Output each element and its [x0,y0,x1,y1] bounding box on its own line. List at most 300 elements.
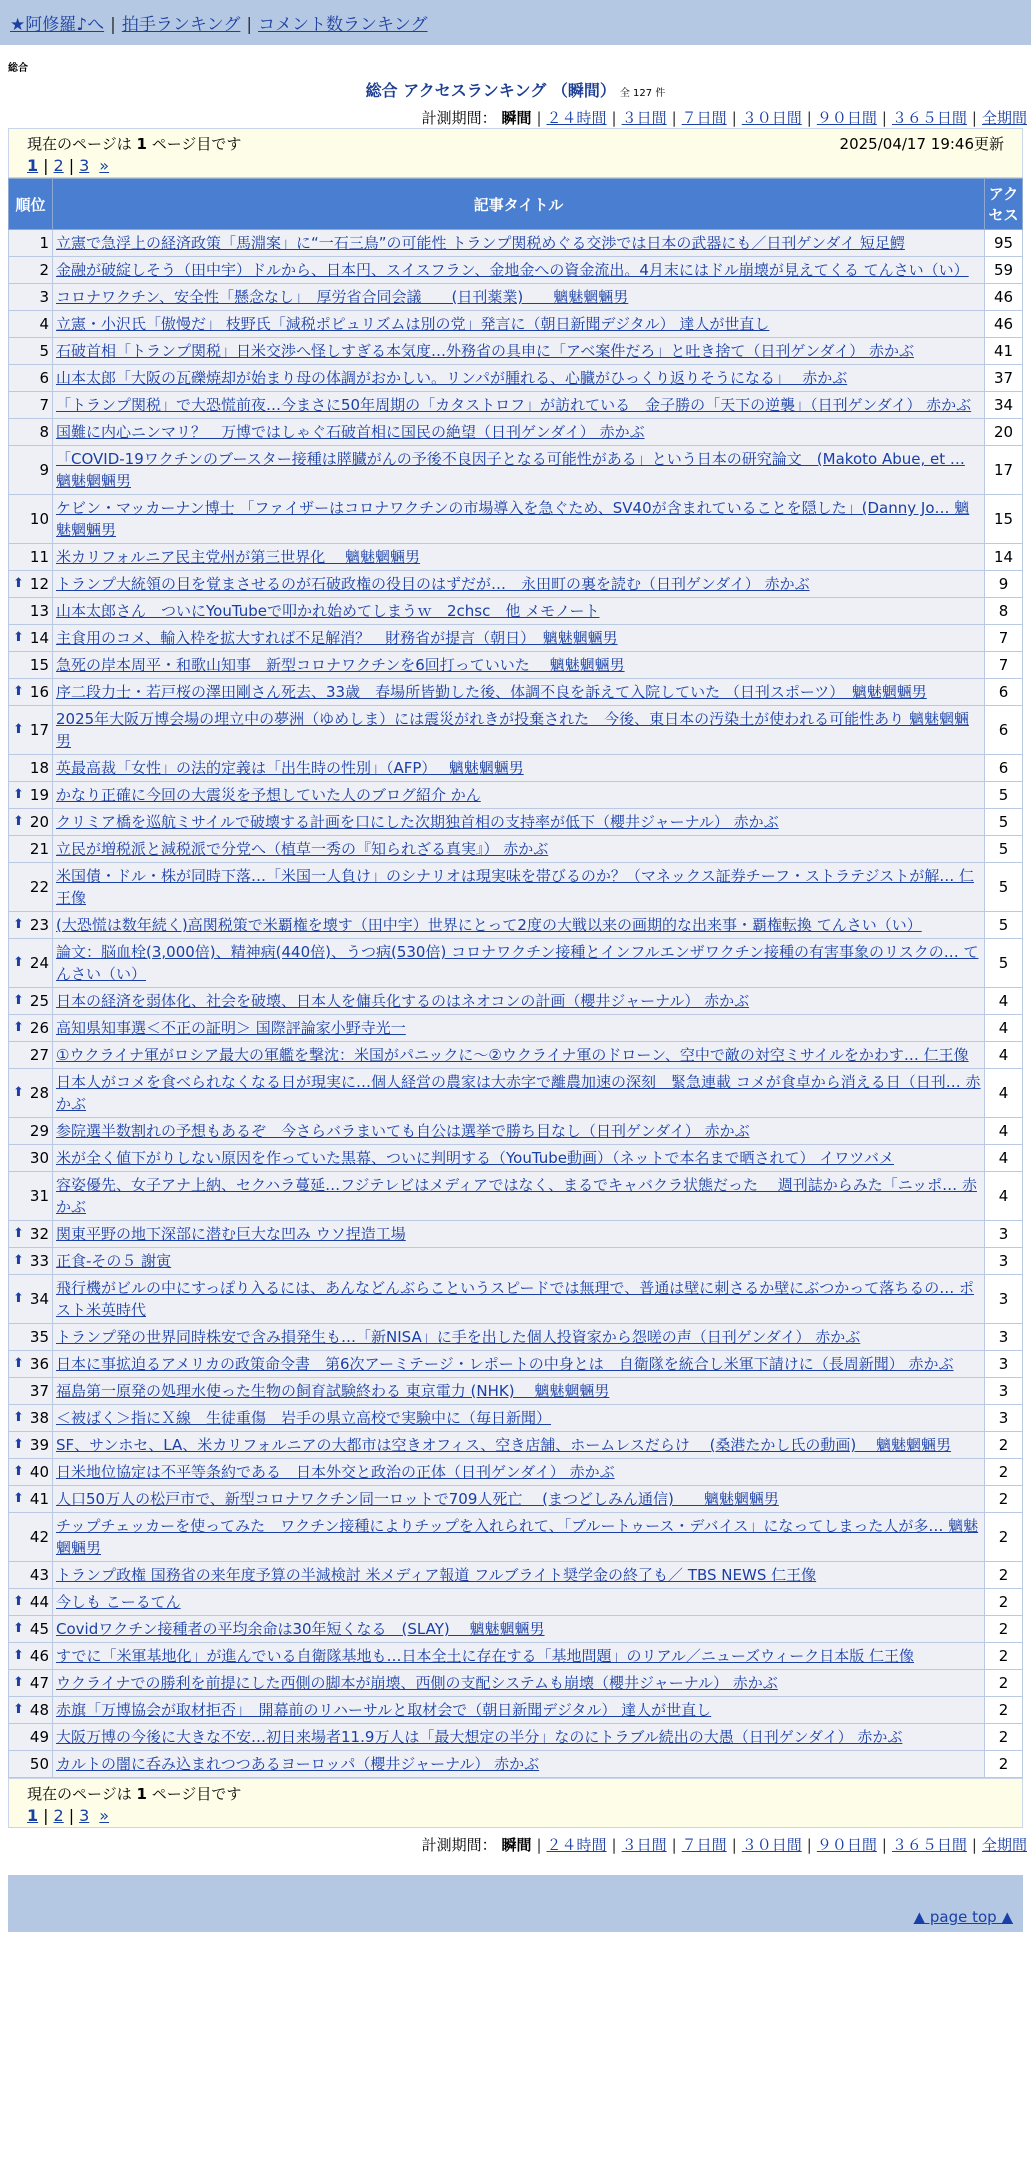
article-link[interactable]: ウクライナでの勝利を前提にした西側の脚本が崩壊、西側の支配システムも崩壊（櫻井ジャーナル） 赤かぶ [56,1674,778,1692]
table-row [9,1248,1023,1275]
title-cell [53,1643,985,1670]
up-arrow-icon: ⬆ [13,1464,24,1479]
table-row [9,1221,1023,1248]
article-link[interactable]: チップチェッカーを使ってみた ワクチン接種によりチップを入れられて、「ブルートゥース・デバイス」になってしまった人が多… 魑魅魍魎男 [56,1517,979,1557]
table-row [9,495,1023,544]
table-row [9,679,1023,706]
home-link[interactable]: ★阿修羅♪へ [10,15,105,35]
period-all[interactable]: 全期間 [981,1836,1027,1854]
access-count: 2 [985,1432,1023,1459]
rank-cell [9,544,53,571]
rank-cell [9,495,53,544]
article-link[interactable]: 山本太郎さん ついにYouTubeで叩かれ始めてしまうｗ 2chsc 他 メモノート [56,602,600,620]
title-cell [53,1486,985,1513]
article-link[interactable]: 今しも こーるてん [56,1593,181,1611]
rank-number: 37 [29,1382,49,1400]
table-row [9,625,1023,652]
table-row [9,782,1023,809]
title-cell [53,1172,985,1221]
page-top-row [8,1905,1023,1932]
article-link[interactable]: すでに「米軍基地化」が進んでいる自衛隊基地も…日本全土に存在する「基地問題」のリアル／ニューズウィーク日本版 仁王像 [56,1647,914,1665]
rank-cell [9,836,53,863]
up-arrow-icon: ⬆ [13,1648,24,1663]
period-365d[interactable]: ３６５日間 [891,109,967,127]
article-link[interactable]: 山本太郎「大阪の瓦礫焼却が始まり母の体調がおかしい。リンパが腫れる、心臓がひっくり返りそうになる」 赤かぶ [56,369,848,387]
access-count: 41 [985,338,1023,365]
access-count: 5 [985,912,1023,939]
title-cell [53,706,985,755]
access-count: 2 [985,1486,1023,1513]
table-row [9,652,1023,679]
table-row [9,392,1023,419]
up-arrow-icon: ⬆ [13,630,24,645]
access-count: 7 [985,625,1023,652]
title-cell [53,1432,985,1459]
article-link[interactable]: 立民が増税派と減税派で分党へ（植草一秀の『知られざる真実』） 赤かぶ [56,840,549,858]
table-row [9,1069,1023,1118]
article-link[interactable]: (大恐慌は数年続く)高関税策で米覇権を壊す（田中宇）世界にとって2度の大戦以来の画期的な出来事・覇権転換 てんさい（い） [56,916,922,934]
rank-cell [9,1486,53,1513]
article-link[interactable]: 序二段力士・若戸桜の澤田剛さん死去、33歳 春場所皆勤した後、体調不良を訴えて入院していた （日刊スポーツ） 魑魅魍魎男 [56,683,927,701]
rank-number: 47 [29,1674,49,1692]
title-cell [53,392,985,419]
rank-cell [9,446,53,495]
title-cell [53,311,985,338]
rank-number: 34 [29,1290,49,1308]
rank-number: 42 [29,1528,49,1546]
rank-cell [9,1378,53,1405]
rank-number: 46 [29,1647,49,1665]
title-cell [53,1118,985,1145]
rank-cell [9,652,53,679]
access-count: 95 [985,230,1023,257]
rank-number: 9 [39,461,49,479]
table-row [9,1589,1023,1616]
table-row [9,1670,1023,1697]
title-cell [53,1405,985,1432]
rank-number: 41 [29,1490,49,1508]
table-row [9,1118,1023,1145]
title-cell [53,1616,985,1643]
article-link[interactable]: ケビン・マッカーナン博士 「ファイザーはコロナワクチンの市場導入を急ぐため、SV40が含まれていることを隠した」(Danny Jo… 魑魅魍魎男 [56,499,970,539]
access-count: 4 [985,1172,1023,1221]
title-cell [53,257,985,284]
title-cell [53,1042,985,1069]
title-cell [53,1145,985,1172]
rank-cell [9,1459,53,1486]
access-count: 3 [985,1351,1023,1378]
table-row [9,571,1023,598]
article-link[interactable]: 正食-その５ 謝寅 [56,1252,172,1270]
rank-cell [9,571,53,598]
rank-number: 19 [29,786,49,804]
rank-number: 14 [29,629,49,647]
title-cell [53,1378,985,1405]
rank-cell [9,1172,53,1221]
up-arrow-icon: ⬆ [13,917,24,932]
period-24h[interactable]: ２４時間 [546,1836,607,1854]
rank-cell [9,338,53,365]
article-link[interactable]: トランプ政権 国務省の来年度予算の半減検討 米メディア報道 フルブライト奨学金の終了も／ TBS NEWS 仁王像 [56,1566,817,1584]
page-top-link[interactable]: ▲ page top ▲ [913,1908,1013,1926]
article-link[interactable]: 論文：脳血栓(3,000倍)、精神病(440倍)、うつ病(530倍) コロナワクチン接種とインフルエンザワクチン接種の有害事象のリスクの… てんさい（い） [56,943,979,983]
access-count: 3 [985,1378,1023,1405]
access-count: 6 [985,755,1023,782]
rank-cell [9,1042,53,1069]
period-365d[interactable]: ３６５日間 [891,1836,967,1854]
period-all[interactable]: 全期間 [981,109,1027,127]
article-link[interactable]: 大阪万博の今後に大きな不安…初日来場者11.9万人は「最大想定の半分」なのにトラブル続出の大愚（日刊ゲンダイ） 赤かぶ [56,1728,903,1746]
access-count: 2 [985,1643,1023,1670]
table-row [9,446,1023,495]
article-link[interactable]: 主食用のコメ、輸入枠を拡大すれば不足解消？ 財務省が提言（朝日） 魑魅魍魎男 [56,629,618,647]
access-count: 34 [985,392,1023,419]
table-row [9,1432,1023,1459]
table-row [9,284,1023,311]
comment-ranking-link[interactable]: コメント数ランキング [258,15,428,35]
article-link[interactable]: 赤旗「万博協会が取材拒否」 開幕前のリハーサルと取材会で（朝日新聞デジタル） 達人が世直し [56,1701,712,1719]
table-row [9,1643,1023,1670]
table-row [9,809,1023,836]
title-cell [53,1069,985,1118]
rank-cell [9,1275,53,1324]
rank-number: 13 [29,602,49,620]
article-link[interactable]: 日本に事拡迫るアメリカの政策命令書 第6次アーミテージ・レポートの中身とは 自衛隊を統合し米軍下請けに（長周新聞） 赤かぶ [56,1355,954,1373]
rank-number: 7 [39,396,49,414]
rank-cell [9,1351,53,1378]
title-cell [53,1589,985,1616]
title-cell [53,495,985,544]
up-arrow-icon: ⬆ [13,955,24,970]
article-link[interactable]: 容姿優先、女子アナ上納、セクハラ蔓延…フジテレビはメディアではなく、まるでキャバクラ状態だった 週刊誌からみた「ニッポ… 赤かぶ [56,1176,977,1216]
title-cell [53,544,985,571]
article-link[interactable]: 関東平野の地下深部に潜む巨大な凹み ウソ捏造工場 [56,1225,406,1243]
up-arrow-icon: ⬆ [13,1594,24,1609]
title-cell [53,782,985,809]
period-90d[interactable]: ９０日間 [816,1836,877,1854]
period-3d[interactable]: ３日間 [621,109,667,127]
table-row [9,1351,1023,1378]
table-row [9,939,1023,988]
rank-number: 49 [29,1728,49,1746]
article-link[interactable]: 立憲・小沢氏「傲慢だ」 枝野氏「減税ポピュリズムは別の党」発言に（朝日新聞デジタル） 達人が世直し [56,315,770,333]
title-cell [53,755,985,782]
article-link[interactable]: 人口50万人の松戸市で、新型コロナワクチン同一ロットで709人死亡 (まつどしみん通信) 魑魅魍魎男 [56,1490,779,1508]
rank-number: 45 [29,1620,49,1638]
current-page-text: 現在のページは 1 ページ目です [27,135,242,153]
up-arrow-icon: ⬆ [13,1253,24,1268]
page-link-2[interactable]: 2 [53,156,64,175]
title-cell [53,1275,985,1324]
table-row [9,863,1023,912]
rank-cell [9,1562,53,1589]
current-page-text: 現在のページは 1 ページ目です [27,1785,242,1803]
article-link[interactable]: 米カリフォルニア民主党州が第三世界化 魑魅魍魎男 [56,548,421,566]
rank-cell [9,679,53,706]
rank-cell [9,1724,53,1751]
up-arrow-icon: ⬆ [13,1020,24,1035]
article-link[interactable]: 米が全く値下がりしない原因を作っていた黒幕、ついに判明する（YouTube動画）（ネットで本名まで晒されて） イワツバメ [56,1149,894,1167]
title-cell [53,284,985,311]
up-arrow-icon: ⬆ [13,684,24,699]
title-cell [53,571,985,598]
rank-number: 24 [29,954,49,972]
access-count: 9 [985,571,1023,598]
next-page-link[interactable]: » [99,1806,110,1825]
table-row [9,1378,1023,1405]
rank-number: 28 [29,1084,49,1102]
title-cell [53,598,985,625]
period-label: 計測期間： [421,1836,497,1854]
table-row [9,1145,1023,1172]
article-link[interactable]: SF、サンホセ、LA、米カリフォルニアの大都市は空きオフィス、空き店舗、ホームレスだらけ (桑港たかし氏の動画) 魑魅魍魎男 [56,1436,952,1454]
article-link[interactable]: ＜被ばく＞指にＸ線 生徒重傷 岩手の県立高校で実験中に（毎日新聞） [56,1409,552,1427]
rank-cell [9,755,53,782]
up-arrow-icon: ⬆ [13,1702,24,1717]
rank-cell [9,1751,53,1778]
up-arrow-icon: ⬆ [13,993,24,1008]
up-arrow-icon: ⬆ [13,1085,24,1100]
title-cell [53,1248,985,1275]
period-30d[interactable]: ３０日間 [741,109,802,127]
rank-cell [9,365,53,392]
access-count: 4 [985,1145,1023,1172]
article-link[interactable]: 石破首相「トランプ関税」日米交渉へ怪しすぎる本気度…外務省の具申に「アベ案件だろ」と吐き捨て（日刊ゲンダイ） 赤かぶ [56,342,914,360]
access-count: 5 [985,809,1023,836]
article-link[interactable]: 国難に内心ニンマリ？ 万博ではしゃぐ石破首相に国民の絶望（日刊ゲンダイ） 赤かぶ [56,423,645,441]
article-link[interactable]: ①ウクライナ軍がロシア最大の軍艦を撃沈：米国がパニックに～②ウクライナ軍のドローン、空中で敵の対空ミサイルをかわす… 仁王像 [56,1046,969,1064]
rank-number: 1 [39,234,49,252]
up-arrow-icon: ⬆ [13,1410,24,1425]
table-row [9,365,1023,392]
title-column-header: 記事タイトル [53,179,985,230]
up-arrow-icon: ⬆ [13,1226,24,1241]
title-cell [53,652,985,679]
article-link[interactable]: 日本人がコメを食べられなくなる日が現実に…個人経営の農家は大赤字で離農加速の深刻 緊急連載 コメが食卓から消える日（日刊… 赤かぶ [56,1073,981,1113]
title-cell [53,446,985,495]
title-cell [53,988,985,1015]
rank-cell [9,392,53,419]
rank-number: 15 [29,656,49,674]
access-count: 8 [985,598,1023,625]
access-count: 3 [985,1405,1023,1432]
article-link[interactable]: 立憲で急浮上の経済政策「馬淵案」に“一石三鳥”の可能性 トランプ関税めぐる交渉では日本の武器にも／日刊ゲンダイ 短足鰐 [56,234,905,252]
article-link[interactable]: 金融が破綻しそう（田中宇）ドルから、日本円、スイスフラン、金地金への資金流出。4月末にはドル崩壊が見えてくる てんさい（い） [56,261,969,279]
access-count: 2 [985,1724,1023,1751]
table-row [9,544,1023,571]
rank-number: 38 [29,1409,49,1427]
rank-column-header: 順位 [9,179,53,230]
table-row [9,1697,1023,1724]
access-count: 6 [985,706,1023,755]
access-count: 3 [985,1324,1023,1351]
access-count: 14 [985,544,1023,571]
rank-number: 27 [29,1046,49,1064]
access-count: 2 [985,1751,1023,1778]
pager-bottom: 現在のページは 1 ページ目です 1 | 2 | 3 » [8,1778,1023,1828]
rank-number: 26 [29,1019,49,1037]
table-row [9,1015,1023,1042]
article-link[interactable]: 飛行機がビルの中にすっぽり入るには、あんなどんぶらこというスピードでは無理で、普通は壁に刺さるか壁にぶつかって落ちるの… ポスト米英時代 [56,1279,974,1319]
rank-cell [9,1069,53,1118]
page-link-2[interactable]: 2 [53,1806,64,1825]
period-7d[interactable]: ７日間 [681,1836,727,1854]
table-row [9,257,1023,284]
table-row [9,1459,1023,1486]
table-row [9,1324,1023,1351]
article-link[interactable]: 日米地位協定は不平等条約である 日本外交と政治の正体（日刊ゲンダイ） 赤かぶ [56,1463,615,1481]
rank-number: 16 [29,683,49,701]
rank-cell [9,939,53,988]
article-link[interactable]: 2025年大阪万博会場の埋立中の夢洲（ゆめしま）には震災がれきが投棄された 今後、東日本の汚染土が使われる可能性あり 魑魅魍魎男 [56,710,969,750]
up-arrow-icon: ⬆ [13,1491,24,1506]
title-cell [53,679,985,706]
article-link[interactable]: コロナワクチン、安全性「懸念なし」 厚労省合同会議 (日刊薬業) 魑魅魍魎男 [56,288,629,306]
page-link-1[interactable]: 1 [27,1806,39,1825]
table-row [9,1513,1023,1562]
article-link[interactable]: 参院選半数割れの予想もあるぞ 今さらバラまいても自公は選挙で勝ち目なし（日刊ゲンダイ） 赤かぶ [56,1122,750,1140]
rank-number: 50 [29,1755,49,1773]
access-count: 7 [985,652,1023,679]
access-count: 46 [985,284,1023,311]
table-row [9,836,1023,863]
article-link[interactable]: 「トランプ関税」で大恐慌前夜…今まさに50年周期の「カタストロフ」が訪れている 金子勝の「天下の逆襲」（日刊ゲンダイ） 赤かぶ [56,396,972,414]
table-row [9,706,1023,755]
table-row [9,1405,1023,1432]
rank-number: 12 [29,575,49,593]
article-link[interactable]: 福島第一原発の処理水使った生物の飼育試験終わる 東京電力 (NHK) 魑魅魍魎男 [56,1382,610,1400]
table-row [9,1751,1023,1778]
page-link-1[interactable]: 1 [27,156,39,175]
page-title-row [0,78,1031,101]
article-link[interactable]: 米国債・ドル・株が同時下落…「米国一人負け」のシナリオは現実味を帯びるのか？（マネックス証券チーフ・ストラテジストが解… 仁王像 [56,867,974,907]
up-arrow-icon: ⬆ [13,814,24,829]
access-count: 4 [985,988,1023,1015]
article-link[interactable]: カルトの闇に呑み込まれつつあるヨーロッパ（櫻井ジャーナル） 赤かぶ [56,1755,540,1773]
rank-number: 31 [29,1187,49,1205]
pager-top: 現在のページは 1 ページ目です 2025/04/17 19:46更新 1 | 2 | 3 » [8,128,1023,178]
section-label: 総合 [8,63,28,74]
period-90d[interactable]: ９０日間 [816,109,877,127]
up-arrow-icon: ⬆ [13,576,24,591]
period-7d[interactable]: ７日間 [681,109,727,127]
title-cell [53,419,985,446]
table-row [9,1275,1023,1324]
access-count: 3 [985,1248,1023,1275]
article-link[interactable]: かなり正確に今回の大震災を予想していた人のブログ紹介 かん [56,786,481,804]
table-row [9,230,1023,257]
period-current: 瞬間 [501,109,532,127]
article-link[interactable]: 英最高裁「女性」の法的定義は「出生時の性別」（AFP） 魑魅魍魎男 [56,759,524,777]
rank-cell [9,1145,53,1172]
rank-number: 4 [39,315,49,333]
table-row [9,311,1023,338]
title-cell [53,939,985,988]
article-link[interactable]: クリミア橋を巡航ミサイルで破壊する計画を口にした次期独首相の支持率が低下（櫻井ジャーナル） 赤かぶ [56,813,779,831]
next-page-link[interactable]: » [99,156,110,175]
title-cell [53,1513,985,1562]
rank-cell [9,912,53,939]
article-link[interactable]: 急死の岸本周平・和歌山知事 新型コロナワクチンを6回打っていいた 魑魅魍魎男 [56,656,625,674]
page-title: 総合 アクセスランキング （瞬間） [365,81,616,100]
rank-cell [9,1324,53,1351]
access-count: 4 [985,1015,1023,1042]
access-count: 2 [985,1697,1023,1724]
access-count: 59 [985,257,1023,284]
title-cell [53,338,985,365]
up-arrow-icon: ⬆ [13,787,24,802]
rank-cell [9,311,53,338]
period-label: 計測期間： [421,109,497,127]
table-row [9,1486,1023,1513]
access-count: 2 [985,1513,1023,1562]
rank-number: 44 [29,1593,49,1611]
rank-cell [9,706,53,755]
period-30d[interactable]: ３０日間 [741,1836,802,1854]
top-nav: ★阿修羅♪へ | 拍手ランキング | コメント数ランキング [0,0,1031,45]
footer-bar [8,1875,1023,1905]
rank-number: 21 [29,840,49,858]
article-link[interactable]: 高知県知事選＜不正の証明＞ 国際評論家小野寺光一 [56,1019,406,1037]
rank-cell [9,863,53,912]
access-count: 37 [985,365,1023,392]
page-link-3[interactable]: 3 [79,156,90,175]
title-cell [53,1562,985,1589]
rank-cell [9,1248,53,1275]
article-link[interactable]: トランプ発の世界同時株安で含み損発生も…「新NISA」に手を出した個人投資家から怨嗟の声（日刊ゲンダイ） 赤かぶ [56,1328,861,1346]
access-count: 15 [985,495,1023,544]
rank-cell [9,598,53,625]
period-24h[interactable]: ２４時間 [546,109,607,127]
rank-number: 48 [29,1701,49,1719]
rank-number: 39 [29,1436,49,1454]
rank-cell [9,419,53,446]
table-row [9,419,1023,446]
period-3d[interactable]: ３日間 [621,1836,667,1854]
applause-ranking-link[interactable]: 拍手ランキング [121,15,241,35]
rank-cell [9,257,53,284]
access-count: 3 [985,1275,1023,1324]
article-link[interactable]: 「COVID-19ワクチンのブースター接種は膵臓がんの予後不良因子となる可能性がある」という日本の研究論文 (Makoto Abue, et … 魑魅魍魎男 [56,450,965,490]
page-link-3[interactable]: 3 [79,1806,90,1825]
rank-number: 17 [29,721,49,739]
title-cell [53,1697,985,1724]
rank-cell [9,284,53,311]
rank-number: 11 [29,548,49,566]
title-cell [53,625,985,652]
rank-number: 43 [29,1566,49,1584]
rank-number: 23 [29,916,49,934]
table-row [9,988,1023,1015]
title-cell [53,1351,985,1378]
rank-number: 2 [39,261,49,279]
access-count: 20 [985,419,1023,446]
table-row [9,1616,1023,1643]
rank-number: 35 [29,1328,49,1346]
table-row [9,338,1023,365]
article-link[interactable]: トランプ大統領の目を覚まさせるのが石破政権の役目のはずだが… 永田町の裏を読む（日刊ゲンダイ） 赤かぶ [56,575,810,593]
article-link[interactable]: 日本の経済を弱体化、社会を破壊、日本人を傭兵化するのはネオコンの計画（櫻井ジャーナル） 赤かぶ [56,992,750,1010]
title-cell [53,1459,985,1486]
rank-number: 22 [29,878,49,896]
rank-number: 25 [29,992,49,1010]
rank-cell [9,988,53,1015]
article-link[interactable]: Covidワクチン接種者の平均余命は30年短くなる (SLAY) 魑魅魍魎男 [56,1620,545,1638]
rank-number: 29 [29,1122,49,1140]
title-cell [53,1324,985,1351]
rank-number: 32 [29,1225,49,1243]
rank-cell [9,625,53,652]
